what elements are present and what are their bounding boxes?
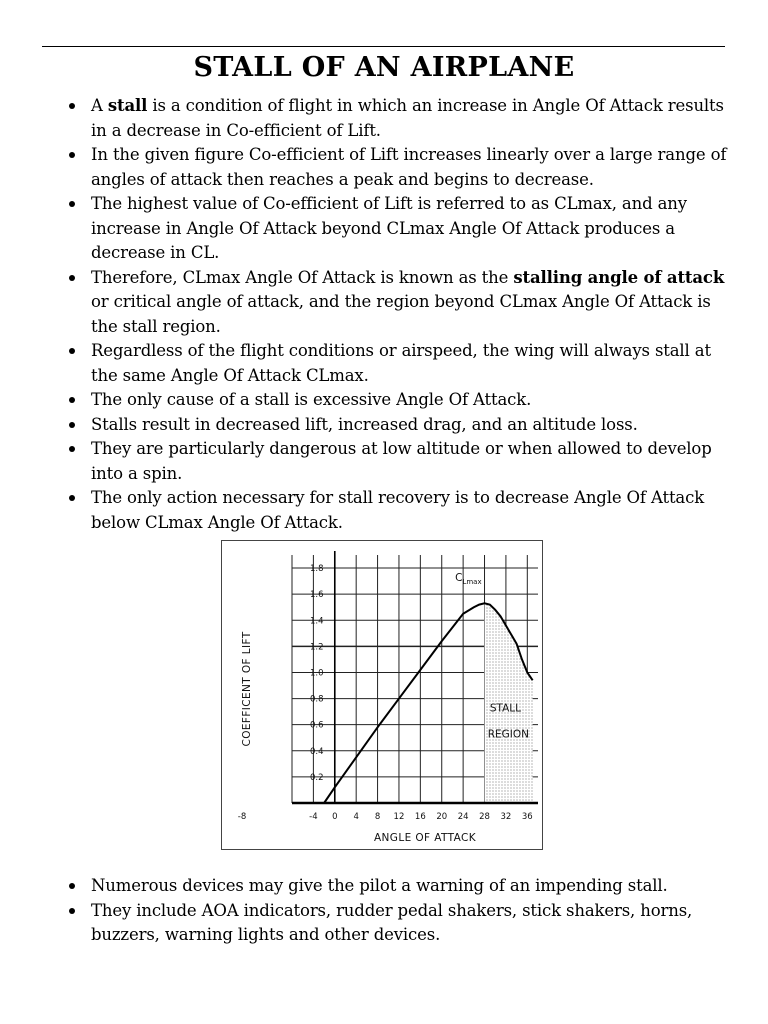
top-rule [42,46,725,47]
bullet-item [58,874,730,899]
x-tick-label: 0 [332,812,338,822]
bullet-text: A [91,96,108,115]
x-tick-label: -4 [309,812,318,822]
x-axis-label: ANGLE OF ATTACK [373,832,477,844]
x-tick-label: 28 [479,812,490,822]
bullet-item [58,266,730,340]
x-tick-label: 16 [414,812,426,822]
bullet-item [58,339,730,388]
y-tick-label: 1.2 [310,642,324,653]
x-tick-label: 24 [457,812,469,822]
bullet-text: The only action necessary for stall recovery is to decrease Angle Of Attack below CLmax Angle Of Attack. [91,488,705,532]
stall-region-label-line1: STALL [489,702,522,715]
stall-region-label-line2: REGION [487,728,530,741]
bullet-item [58,486,730,535]
y-tick-labels [310,564,324,783]
lift-curve-chart [222,541,542,849]
bullet-text: Therefore, CLmax Angle Of Attack is known as the [91,267,514,287]
bullet-text: In the given figure Co-efficient of Lift increases linearly over a large range of angles of attack then reaches a peak and begins to decrease. [91,145,727,189]
bullet-text: They are particularly dangerous at low altitude or when allowed to develop into a spin. [91,439,712,483]
x-tick-labels [238,812,533,822]
clmax-main: C [455,572,463,585]
y-tick-label: 1.6 [310,590,324,601]
bullet-item [58,192,730,266]
clmax-annotation [455,572,482,586]
x-tick-label: 36 [521,812,533,822]
x-tick-label: 32 [500,812,512,822]
bullet-text: The only cause of a stall is excessive Angle Of Attack. [91,390,532,409]
bullet-item [58,899,730,948]
bullet-item [58,437,730,486]
y-tick-label: 0.4 [310,746,324,757]
bullet-list-after-figure [58,874,730,948]
bullet-text: Stalls result in decreased lift, increased drag, and an altitude loss. [91,414,638,434]
bullet-text: They include AOA indicators, rudder pedal shakers, stick shakers, horns, buzzers, warning lights and other devices. [91,900,693,944]
clmax-sub: Lmax [462,578,482,587]
y-tick-label: 1.4 [310,616,324,627]
y-tick-label: 0.6 [310,720,324,731]
bullet-list [58,94,730,535]
bullet-item [58,94,730,143]
y-tick-label: 0.8 [310,694,324,705]
bullet-bold-term: stalling angle of attack [513,267,725,287]
bullet-text: Numerous devices may give the pilot a warning of an impending stall. [91,876,668,895]
bullet-item [58,143,730,192]
x-tick-label: -8 [237,812,247,822]
x-tick-label: 20 [436,812,448,822]
bullet-bold-term: stall [107,96,148,115]
bullet-text: The highest value of Co-efficient of Lift is referred to as CLmax, and any increase in Angle Of Attack beyond CLmax Angle Of Attack produces a decrease in CL. [91,194,687,262]
y-tick-label: 0.2 [310,772,324,783]
x-tick-label: 8 [374,812,381,822]
y-tick-label: 1.0 [310,668,324,679]
bullet-text: is a condition of flight in which an increase in Angle Of Attack results in a decrease in Co-efficient of Lift. [91,96,724,140]
x-tick-label: 12 [393,812,405,822]
y-axis-label: COEFFICENT OF LIFT [241,631,253,747]
bullet-text: or critical angle of attack, and the region beyond CLmax Angle Of Attack is the stall region. [91,292,711,336]
bullet-item [58,413,730,438]
lift-curve-figure [221,540,543,850]
bullet-text: Regardless of the flight conditions or airspeed, the wing will always stall at the same Angle Of Attack CLmax. [91,341,711,385]
x-tick-label: 4 [353,812,359,822]
bullet-item [58,388,730,413]
page-title: STALL OF AN AIRPLANE [193,52,575,83]
y-tick-label: 1.8 [310,564,324,575]
